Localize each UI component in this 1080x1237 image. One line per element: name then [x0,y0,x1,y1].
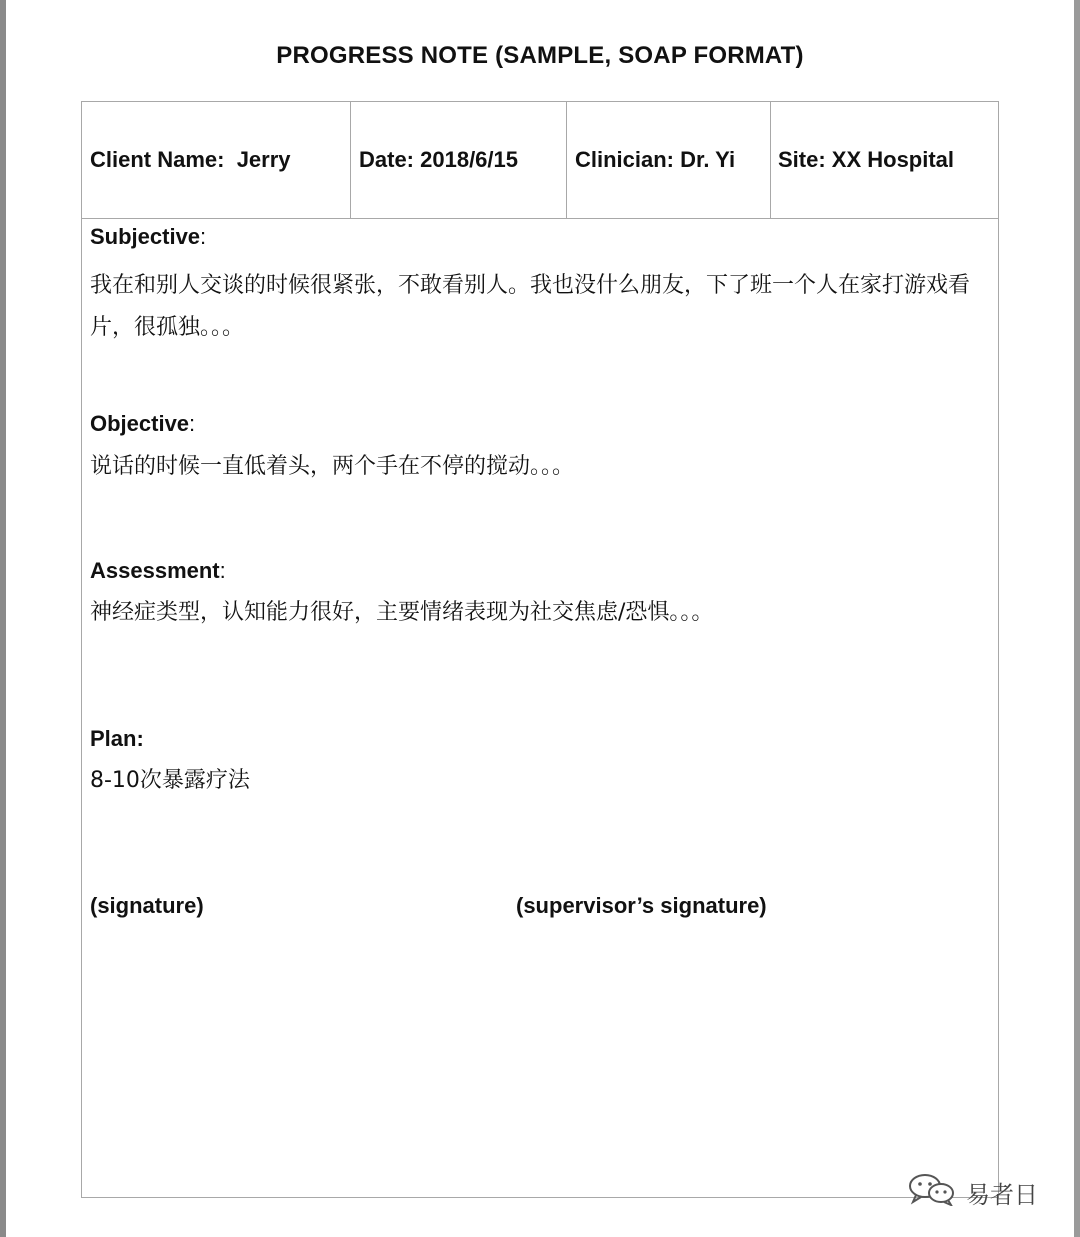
page-edge-left [0,0,6,1237]
wechat-icon [906,1172,958,1212]
supervisor-signature-label: (supervisor’s signature) [516,893,767,918]
subjective-text: 我在和别人交谈的时候很紧张，不敢看别人。我也没什么朋友，下了班一个人在家打游戏看片，很孤独。。。 [90,273,971,340]
client-name: Client Name: Jerry [90,147,291,172]
site-cell [771,102,998,218]
assessment-text: 神经症类型，认知能力很好，主要情绪表现为社交焦虑/恐惧。。。 [90,600,714,625]
assessment-label: Assessment: [90,558,226,583]
client-name-cell [82,102,351,218]
page-edge-right [1074,0,1080,1237]
date-cell [351,102,567,218]
watermark [906,1172,1038,1212]
site: Site: XX Hospital [778,147,955,172]
objective-text: 说话的时候一直低着头，两个手在不停的搅动。。。 [90,454,575,479]
plan-text: 8-10次暴露疗法 [90,768,250,793]
clinician-cell [567,102,771,218]
date: Date: 2018/6/15 [359,147,518,172]
document-title: PROGRESS NOTE (SAMPLE, SOAP FORMAT) [276,42,804,69]
header-row [82,102,998,219]
plan-label: Plan: [90,726,144,751]
signature-label: (signature) [90,893,204,918]
clinician: Clinician: Dr. Yi [575,147,736,172]
subjective-label: Subjective: [90,224,207,249]
objective-label: Objective: [90,411,196,436]
progress-note-form [81,101,999,1198]
watermark-text: 易者日 [966,1180,1038,1209]
